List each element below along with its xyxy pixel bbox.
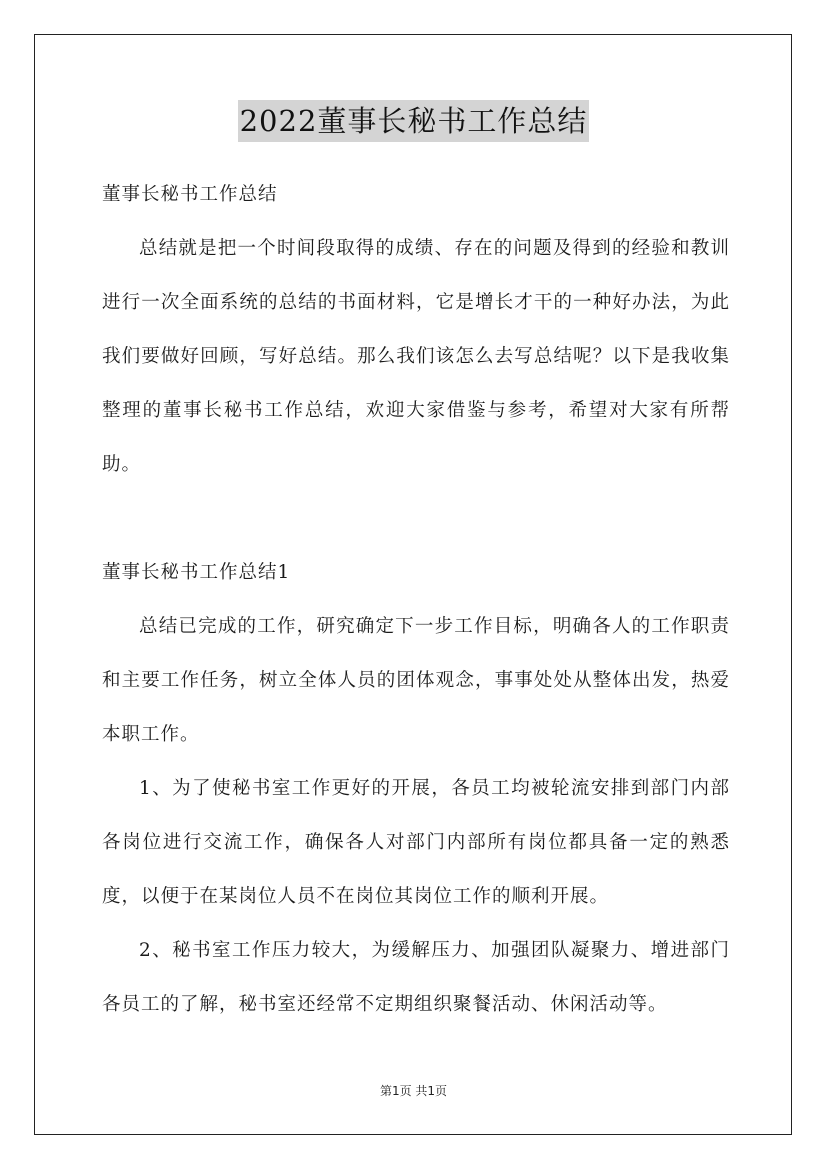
- title-container: [0, 100, 827, 142]
- document-title: 2022董事长秘书工作总结: [238, 100, 590, 142]
- paragraph: 1、为了使秘书室工作更好的开展，各员工均被轮流安排到部门内部各岗位进行交流工作，确保各人对部门内部所有岗位都具备一定的熟悉度，以便于在某岗位人员不在岗位其岗位工作的顺利开展。: [102, 778, 730, 907]
- intro-paragraph: 总结就是把一个时间段取得的成绩、存在的问题及得到的经验和教训进行一次全面系统的总结的书面材料，它是增长才干的一种好办法，为此我们要做好回顾，写好总结。那么我们该怎么去写总结呢？以下是我收集整理的董事长秘书工作总结，欢迎大家借鉴与参考，希望对大家有所帮助。: [102, 238, 730, 475]
- section-heading: 董事长秘书工作总结: [102, 184, 278, 205]
- paragraph: 总结已完成的工作，研究确定下一步工作目标，明确各人的工作职责和主要工作任务，树立全体人员的团体观念，事事处处从整体出发，热爱本职工作。: [102, 616, 730, 745]
- document-body: [102, 168, 730, 1032]
- paragraph: 2、秘书室工作压力较大，为缓解压力、加强团队凝聚力、增进部门各员工的了解，秘书室还经常不定期组织聚餐活动、休闲活动等。: [102, 940, 730, 1015]
- page-footer: 第1页 共1页: [379, 1084, 448, 1098]
- section-heading-1: 董事长秘书工作总结1: [102, 562, 291, 583]
- blank-line: [102, 492, 730, 546]
